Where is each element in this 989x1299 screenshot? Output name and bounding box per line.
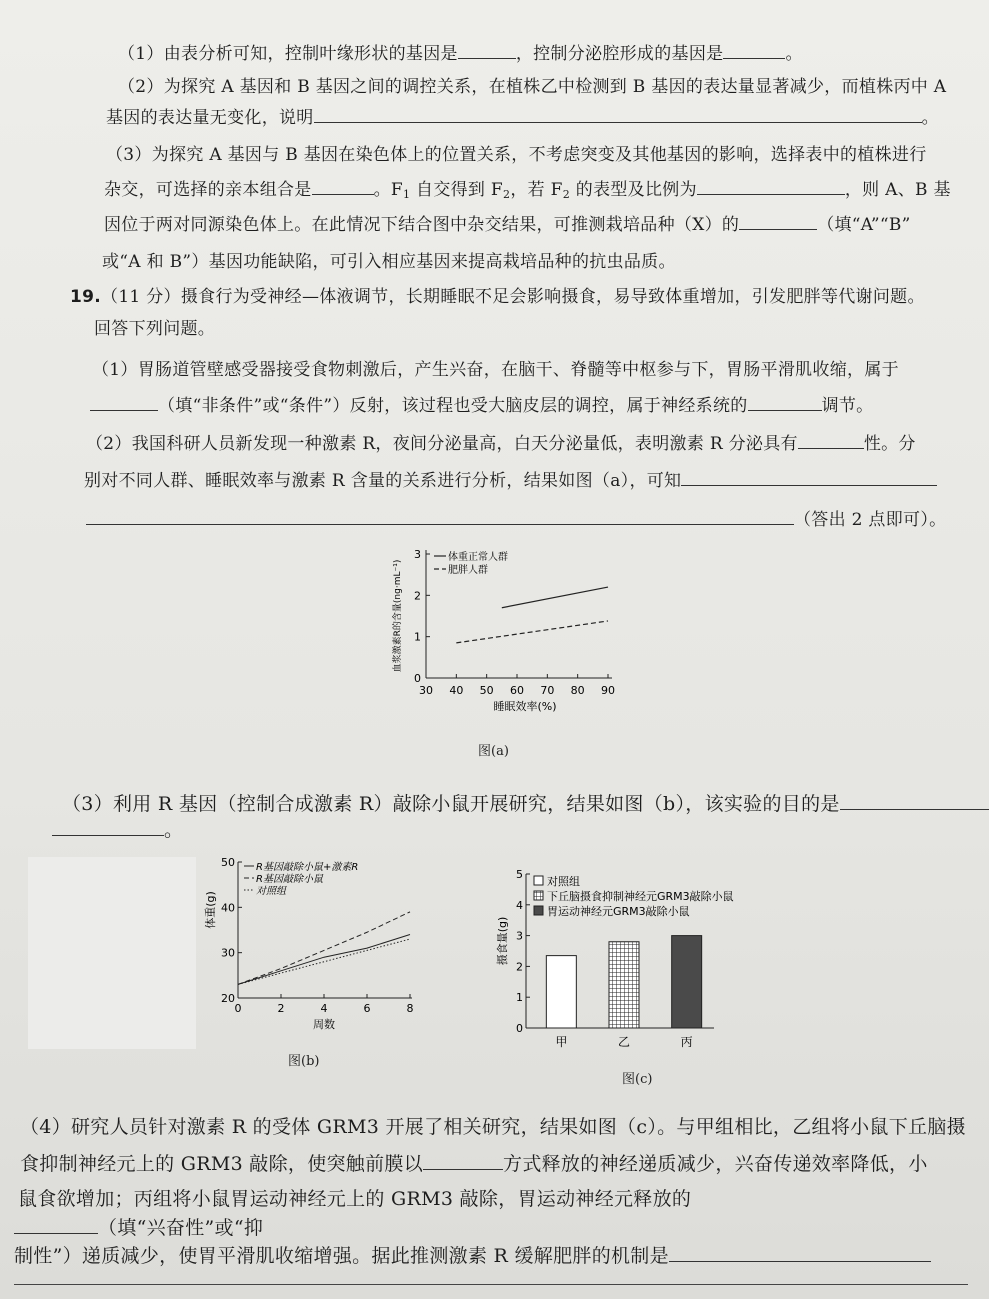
q19-part3-line2: 。 (52, 815, 183, 844)
legend-label: R基因敲除小鼠+激素R (256, 862, 359, 873)
x-tick-label: 2 (277, 1002, 285, 1015)
answer-line (14, 1284, 968, 1285)
q18-part3-line3: 因位于两对同源染色体上。在此情况下结合图中杂交结果，可推测栽培品种（X）的 （填“A”“B” (104, 215, 911, 235)
legend-label: 胃运动神经元GRM3敲除小鼠 (547, 905, 690, 918)
x-tick-label: 乙 (617, 1035, 631, 1049)
q18-part3-line1: （3）为探究 A 基因与 B 基因在染色体上的位置关系，不考虑突变及其他基因的影响，选择表中的植株进行 (106, 145, 927, 165)
series-line (238, 939, 410, 984)
x-tick-label: 40 (449, 684, 464, 697)
q19-part4-line3: 鼠食欲增加；丙组将小鼠胃运动神经元上的 GRM3 敲除，胃运动神经元释放的 (18, 1188, 692, 1210)
y-axis-label: 血浆激素R的含量(ng·mL⁻¹) (393, 559, 403, 673)
q19-part2-line1: （2）我国科研人员新发现一种激素 R，夜间分泌量高，白天分泌量低，表明激素 R 分泌具有 性。分 (86, 434, 916, 454)
x-tick-label: 6 (363, 1002, 371, 1015)
q19-part4-line2: 食抑制神经元上的 GRM3 敲除，使突触前膜以 方式释放的神经递质减少，兴奋传递效率降低，小 (20, 1149, 928, 1178)
q18-part1: （1）由表分析可知，控制叶缘形状的基因是 ，控制分泌腔形成的基因是 。 (118, 44, 803, 64)
y-tick-label: 5 (516, 868, 523, 881)
legend-label: 对照组 (256, 886, 286, 897)
y-tick-label: 0 (516, 1022, 523, 1035)
x-tick-label: 4 (320, 1002, 328, 1015)
bar (546, 956, 576, 1028)
x-tick-label: 甲 (555, 1035, 568, 1049)
x-tick-label: 0 (234, 1002, 242, 1015)
y-tick-label: 4 (516, 898, 523, 912)
y-tick-label: 3 (414, 548, 421, 561)
y-tick-label: 1 (516, 991, 523, 1005)
y-tick-label: 3 (516, 929, 523, 943)
legend-swatch (534, 876, 543, 885)
x-tick-label: 50 (479, 684, 494, 697)
legend-label: 体重正常人群 (448, 552, 508, 563)
x-axis-label: 周数 (313, 1018, 335, 1031)
q18-part2-line1: （2）为探究 A 基因和 B 基因之间的调控关系，在植株乙中检测到 B 基因的表达量显著减少，而植株丙中 A (118, 77, 947, 97)
x-tick-label: 30 (419, 684, 433, 697)
chart-c-svg (492, 864, 802, 1068)
q18-part3-line2: 杂交，可选择的亲本组合是 。$F_1$ 自交得到 $F_2$，若 $F_2$ 的表型及比例为 ，则 A、B 基 (104, 180, 951, 201)
y-tick-label: 30 (221, 946, 235, 960)
q19-part2-line3: （答出 2 点即可）。 (86, 508, 946, 532)
q19-part4-line5: 制性”）递质减少，使胃平滑肌收缩增强。据此推测激素 R 缓解肥胖的机制是 (14, 1241, 931, 1270)
y-tick-label: 40 (221, 901, 235, 915)
bar (609, 942, 639, 1028)
chart-a-svg (388, 536, 628, 726)
series-line (238, 912, 410, 985)
y-tick-label: 0 (414, 672, 421, 685)
question-number: 19. (70, 287, 102, 307)
x-tick-label: 80 (570, 684, 585, 697)
q19-part2-line2: 别对不同人群、睡眠效率与激素 R 含量的关系进行分析，结果如图（a），可知 (84, 469, 937, 493)
x-tick-label: 丙 (680, 1035, 693, 1049)
chart-b-svg (196, 852, 424, 1042)
legend-label: 对照组 (547, 875, 580, 888)
legend-swatch (534, 891, 543, 900)
bar (672, 936, 702, 1028)
y-tick-label: 2 (414, 589, 421, 603)
y-tick-label: 20 (221, 992, 235, 1005)
q19-part1-line1: （1）胃肠道管壁感受器接受食物刺激后，产生兴奋，在脑干、脊髓等中枢参与下，胃肠平滑肌收缩，属于 (92, 360, 899, 380)
q19-stem-line1: 19.（11 分）摄食行为受神经—体液调节，长期睡眠不足会影响摄食，易导致体重增加，引发肥胖等代谢问题。 (70, 287, 925, 307)
q19-part4-line1: （4）研究人员针对激素 R 的受体 GRM3 开展了相关研究，结果如图（c）。与甲组相比，乙组将小鼠下丘脑摄 (20, 1116, 966, 1138)
x-tick-label: 8 (406, 1002, 414, 1015)
q18-part3-line4: 或“A 和 B”）基因功能缺陷，可引入相应基因来提高栽培品种的抗虫品质。 (102, 252, 676, 272)
y-axis-label: 体重(g) (204, 891, 217, 929)
figure-b (196, 852, 424, 1042)
figure-c (492, 864, 802, 1068)
figure-b-caption: 图(b) (288, 1054, 320, 1069)
q19-part3-line1: （3）利用 R 基因（控制合成激素 R）敲除小鼠开展研究，结果如图（b），该实验的目的是 (62, 789, 989, 818)
y-tick-label: 50 (221, 856, 235, 869)
x-tick-label: 90 (601, 684, 615, 697)
series-line (238, 935, 410, 985)
y-tick-label: 1 (414, 630, 421, 644)
y-axis-label: 摄食量(g) (496, 916, 509, 966)
figure-c-caption: 图(c) (622, 1072, 653, 1087)
x-tick-label: 60 (510, 684, 524, 697)
legend-label: 下丘脑摄食抑制神经元GRM3敲除小鼠 (547, 890, 734, 903)
q19-stem-line2: 回答下列问题。 (94, 319, 216, 339)
q18-part2-line2: 基因的表达量无变化，说明 。 (106, 108, 939, 128)
figure-a (388, 536, 628, 726)
q19-part4-line4: （填“兴奋性”或“抑 (14, 1213, 263, 1242)
x-tick-label: 70 (540, 684, 555, 697)
x-axis-label: 睡眠效率(%) (493, 700, 557, 713)
series-line (502, 587, 608, 608)
y-tick-label: 2 (516, 960, 523, 974)
figure-a-caption: 图(a) (478, 744, 509, 759)
legend-swatch (534, 906, 543, 915)
series-line (456, 621, 608, 643)
legend-label: 肥胖人群 (448, 565, 488, 576)
q19-part1-line2: （填“非条件”或“条件”）反射，该过程也受大脑皮层的调控，属于神经系统的 调节。 (90, 394, 873, 418)
masked-region (28, 857, 196, 1049)
legend-label: R基因敲除小鼠 (256, 874, 323, 885)
